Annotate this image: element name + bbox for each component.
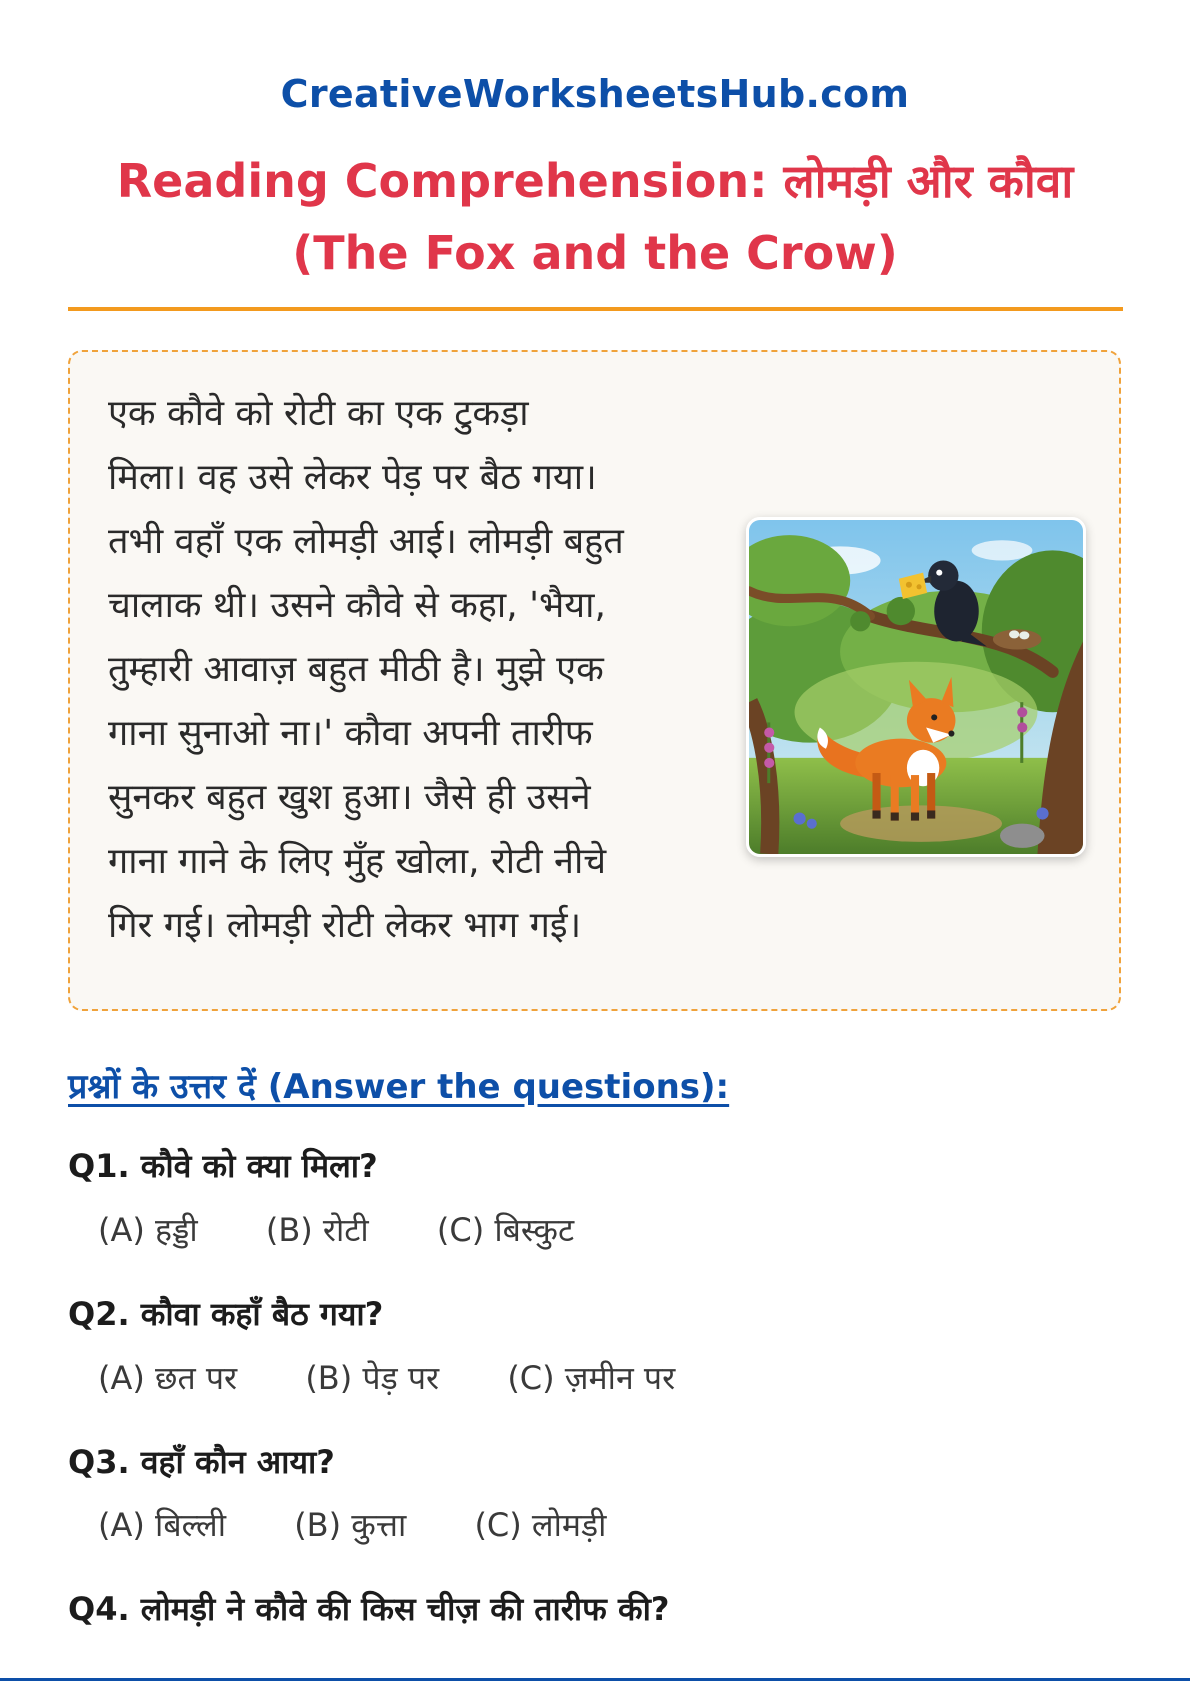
questions-heading: प्रश्नों के उत्तर दें (Answer the questions): bbox=[68, 1067, 730, 1107]
story-line: सुनकर बहुत खुश हुआ। जैसे ही उसने bbox=[108, 777, 591, 818]
question-1: Q1. कौवे को क्या मिला? bbox=[68, 1147, 378, 1185]
option-a[interactable]: (A) छत पर bbox=[98, 1359, 238, 1397]
site-name: CreativeWorksheetsHub.com bbox=[280, 72, 910, 116]
story-line: तुम्हारी आवाज़ बहुत मीठी है। मुझे एक bbox=[108, 649, 604, 690]
option-c[interactable]: (C) बिस्कुट bbox=[436, 1211, 575, 1249]
story-line: एक कौवे को रोटी का एक टुकड़ा bbox=[108, 393, 529, 434]
title-divider bbox=[68, 307, 1123, 311]
option-b[interactable]: (B) पेड़ पर bbox=[305, 1359, 440, 1397]
question-2: Q2. कौवा कहाँ बैठ गया? bbox=[68, 1295, 384, 1333]
option-a[interactable]: (A) बिल्ली bbox=[98, 1506, 227, 1544]
question-3: Q3. वहाँ कौन आया? bbox=[68, 1443, 335, 1481]
story-line: गाना गाने के लिए मुँह खोला, रोटी नीचे bbox=[108, 841, 607, 882]
question-1-options bbox=[98, 1208, 632, 1251]
worksheet-title bbox=[60, 145, 1130, 289]
story-line: तभी वहाँ एक लोमड़ी आई। लोमड़ी बहुत bbox=[108, 521, 624, 562]
title-line-1: Reading Comprehension: लोमड़ी और कौवा bbox=[116, 154, 1074, 208]
story-line: गिर गई। लोमड़ी रोटी लेकर भाग गई। bbox=[108, 905, 582, 946]
story-line: गाना सुनाओ ना।' कौवा अपनी तारीफ bbox=[108, 713, 593, 754]
option-a[interactable]: (A) हड्डी bbox=[98, 1211, 198, 1249]
question-4: Q4. लोमड़ी ने कौवे की किस चीज़ की तारीफ की? bbox=[68, 1590, 670, 1628]
story-line: मिला। वह उसे लेकर पेड़ पर बैठ गया। bbox=[108, 457, 597, 498]
fox-and-crow-illustration bbox=[746, 517, 1086, 857]
option-c[interactable]: (C) ज़मीन पर bbox=[507, 1359, 676, 1397]
title-line-2: (The Fox and the Crow) bbox=[292, 226, 898, 280]
question-3-options bbox=[98, 1503, 664, 1546]
option-b[interactable]: (B) कुत्ता bbox=[294, 1506, 407, 1544]
story-text bbox=[108, 382, 708, 958]
option-c[interactable]: (C) लोमड़ी bbox=[474, 1506, 607, 1544]
footer-divider bbox=[0, 1678, 1190, 1681]
option-b[interactable]: (B) रोटी bbox=[265, 1211, 369, 1249]
story-line: चालाक थी। उसने कौवे से कहा, 'भैया, bbox=[108, 585, 606, 626]
story-box bbox=[68, 350, 1121, 1011]
question-2-options bbox=[98, 1356, 733, 1399]
